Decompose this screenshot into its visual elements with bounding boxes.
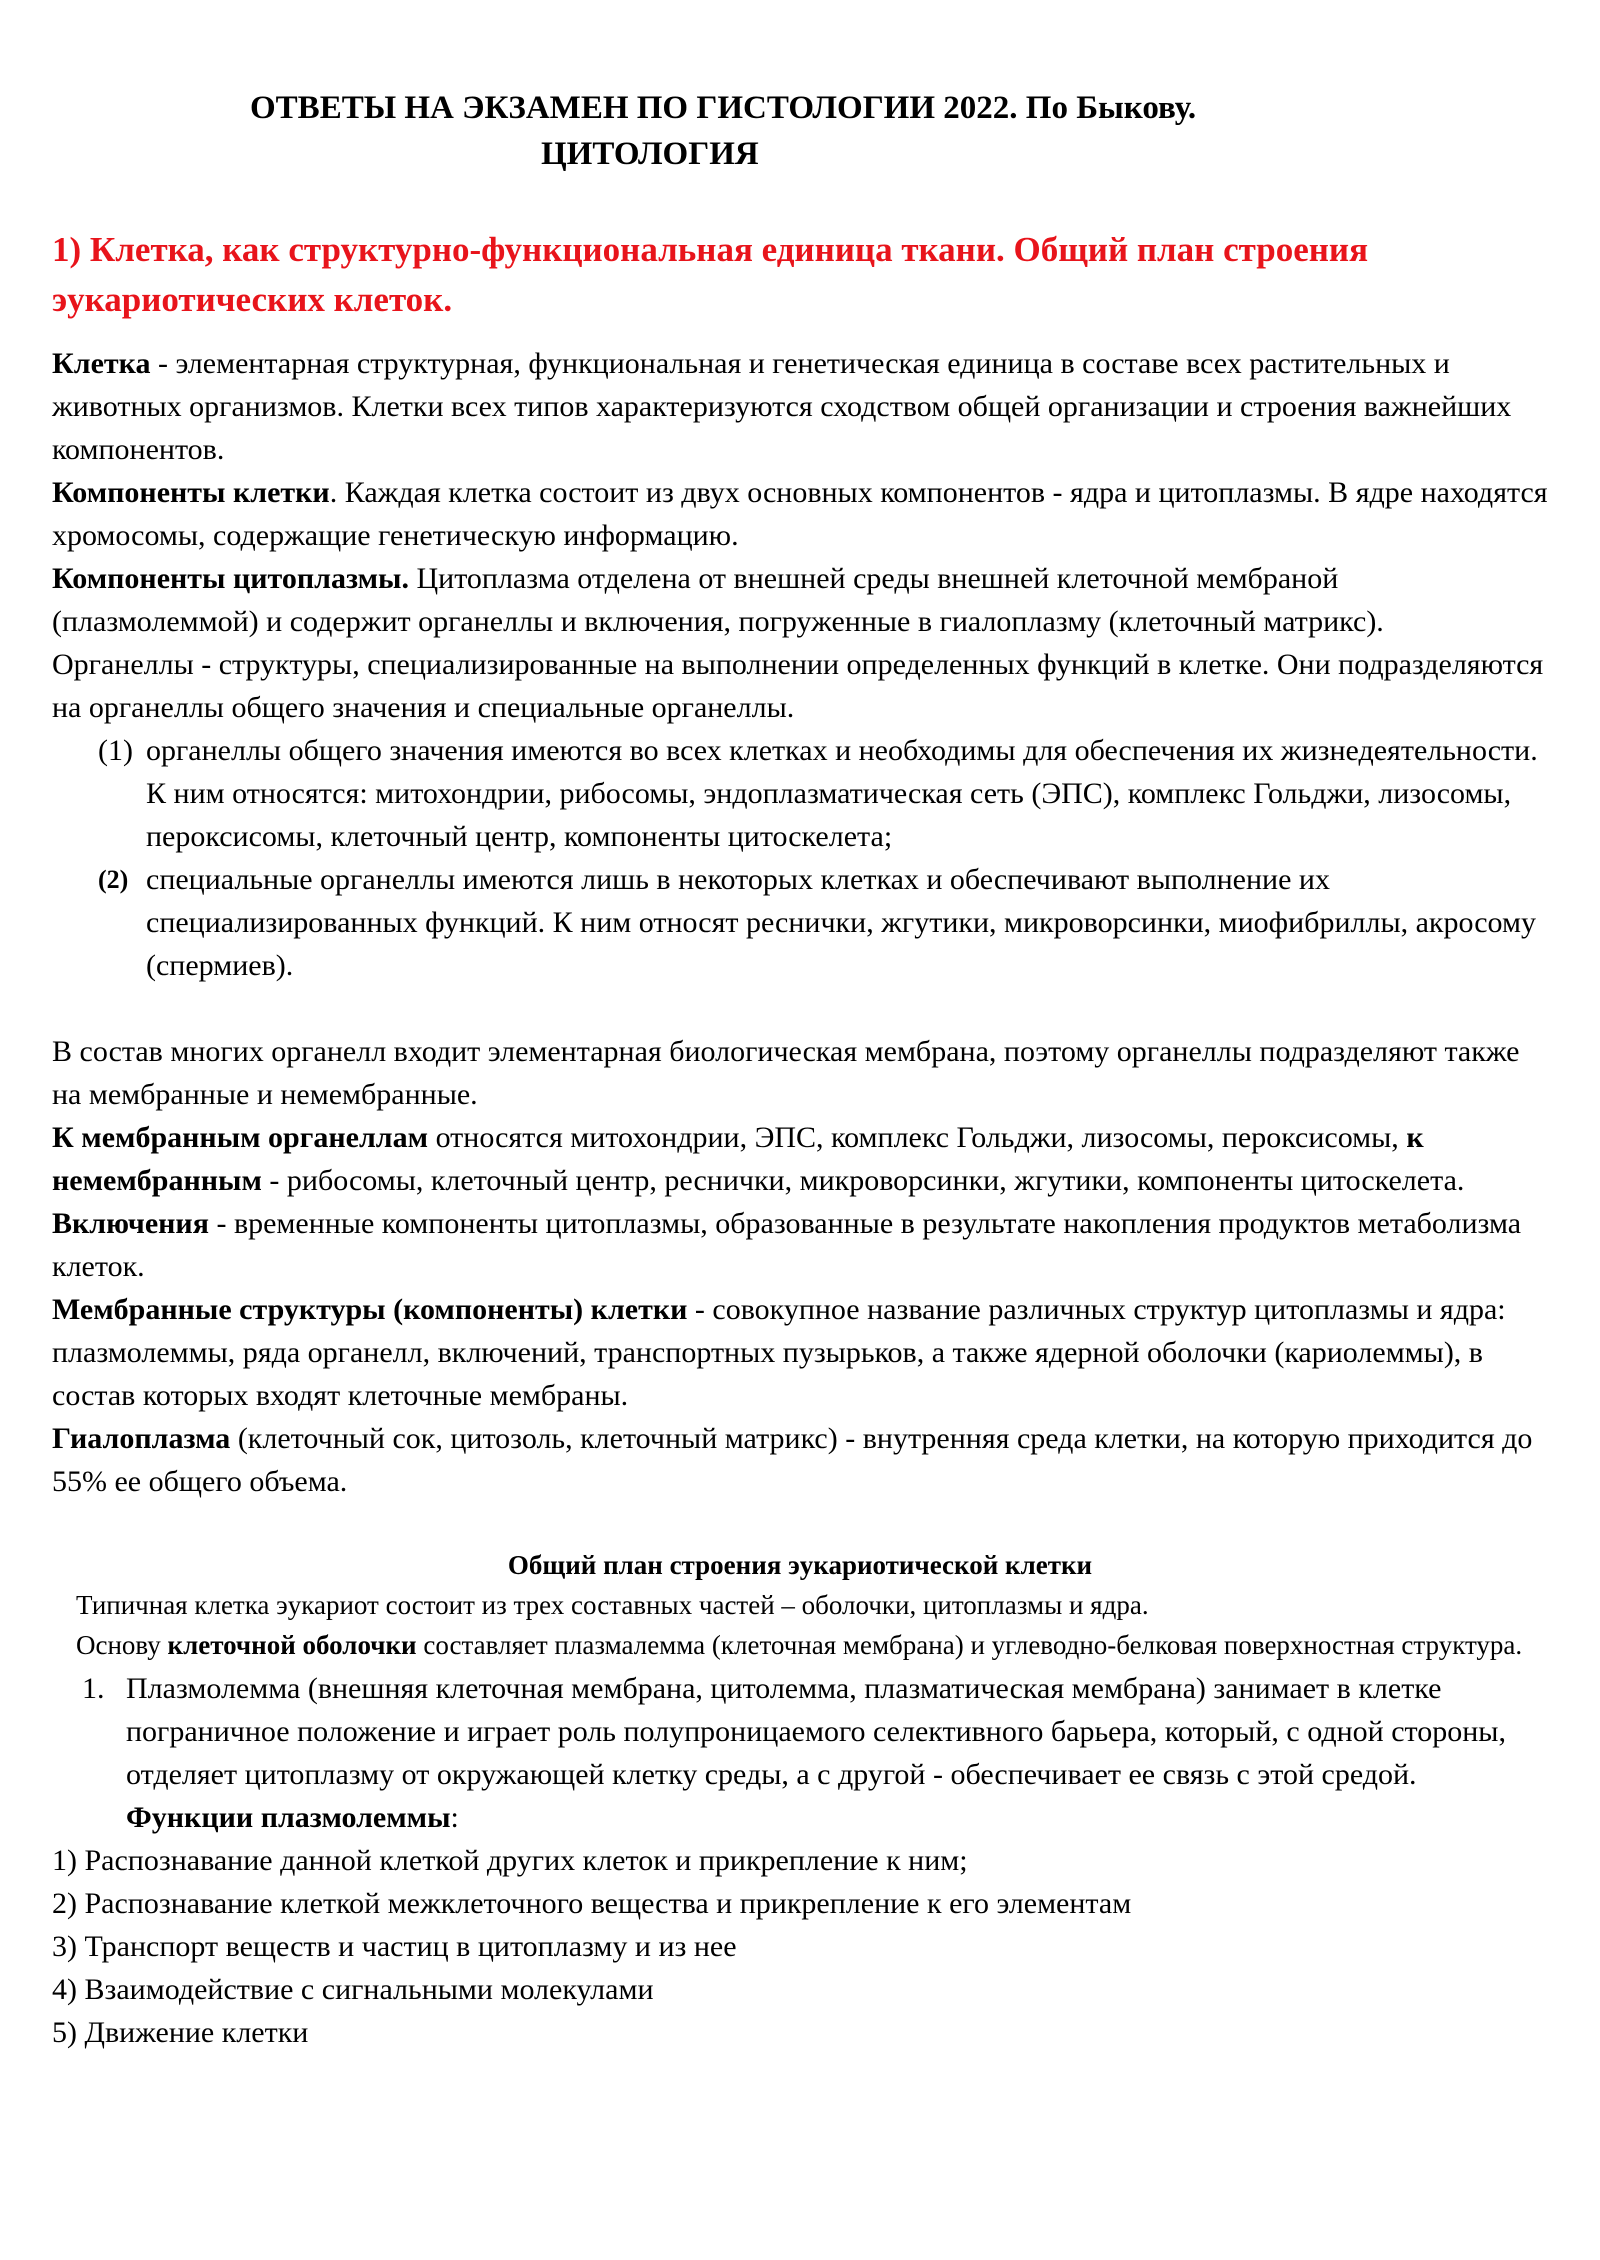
- text: Цитоплазма отделена от внешней среды внешней клеточной мембраной (плазмолеммой) и содержит органеллы и включения, погруженные в гиалоплазму (клеточный матрикс).: [52, 562, 1384, 638]
- term: к немембранным: [52, 1121, 1424, 1197]
- text: относятся митохондрии, ЭПС, комплекс Гольджи, лизосомы, пероксисомы,: [428, 1121, 1407, 1154]
- term: Компоненты цитоплазмы.: [52, 562, 409, 595]
- subsection-heading: Общий план строения эукариотической клетки: [507, 1550, 1093, 1580]
- term: Функции плазмолеммы: [126, 1801, 451, 1834]
- list-number: 1.: [82, 1672, 105, 1705]
- paragraph-inclusions: [52, 1202, 1548, 1288]
- term: клеточной оболочки: [167, 1630, 417, 1660]
- list-number: (1): [98, 734, 133, 767]
- paragraph-cell-components: [52, 471, 1548, 557]
- colon: :: [450, 1801, 459, 1834]
- organelle-types-list: [52, 729, 1548, 987]
- term: Включения: [52, 1207, 209, 1240]
- text: Основу: [76, 1630, 168, 1660]
- text: . Каждая клетка состоит из двух основных компонентов - ядра и цитоплазмы. В ядре находятся хромосомы, содержащие генетическую информацию.: [52, 476, 1548, 552]
- list-text: органеллы общего значения имеются во всех клетках и необходимы для обеспечения их жизнедеятельности. К ним относятся: митохондрии, рибосомы, эндоплазматическая сеть (ЭПС), комплекс Гольджи, лизосомы, пероксисомы, клеточный центр, компоненты цитоскелета;: [146, 734, 1538, 853]
- text: - совокупное название различных структур цитоплазмы и ядра: плазмолеммы, ряда органелл, включений, транспортных пузырьков, а также ядерной оболочки (кариолеммы), в состав которых входят клеточные мембраны.: [52, 1293, 1506, 1412]
- numbered-item-plasmolemma: [52, 1667, 1548, 1796]
- list-text: специальные органеллы имеются лишь в некоторых клетках и обеспечивают выполнение их специализированных функций. К ним относят реснички, жгутики, микроворсинки, миофибриллы, акросому (спермиев).: [146, 863, 1536, 982]
- paragraph-organelles: Органеллы - структуры, специализированные на выполнении определенных функций в клетке. Они подразделяются на органеллы общего значения и специальные органеллы.: [52, 648, 1544, 724]
- function-item: 1) Распознавание данной клеткой других клеток и прикрепление к ним;: [52, 1844, 968, 1877]
- paragraph-cell-definition: [52, 342, 1548, 471]
- text: составляет плазмалемма (клеточная мембрана) и углеводно-белковая поверхностная структура.: [416, 1630, 1523, 1660]
- paragraph-cell-envelope: [52, 1625, 1548, 1665]
- function-item: 2) Распознавание клеткой межклеточного вещества и прикрепление к его элементам: [52, 1887, 1132, 1920]
- document-title: ОТВЕТЫ НА ЭКЗАМЕН ПО ГИСТОЛОГИИ 2022. По Быкову.: [250, 90, 1197, 126]
- text: - элементарная структурная, функциональная и генетическая единица в составе всех растительных и животных организмов. Клетки всех типов характеризуются сходством общей организации и строения важнейших компонентов.: [52, 347, 1512, 466]
- spacer: [52, 987, 1548, 1030]
- function-item: 5) Движение клетки: [52, 2016, 309, 2049]
- term: Гиалоплазма: [52, 1422, 231, 1455]
- text: - временные компоненты цитоплазмы, образованные в результате накопления продуктов метаболизма клеток.: [52, 1207, 1522, 1283]
- paragraph-membrane: В состав многих органелл входит элементарная биологическая мембрана, поэтому органеллы подразделяют также на мембранные и немембранные.: [52, 1035, 1520, 1111]
- document-subtitle: ЦИТОЛОГИЯ: [541, 136, 759, 172]
- paragraph-hyaloplasm: [52, 1417, 1548, 1503]
- text: (клеточный сок, цитозоль, клеточный матрикс) - внутренняя среда клетки, на которую приходится до 55% ее общего объема.: [52, 1422, 1533, 1498]
- paragraph-membrane-structures: [52, 1288, 1548, 1417]
- paragraph-eukaryote-parts: Типичная клетка эукариот состоит из трех составных частей – оболочки, цитоплазмы и ядра.: [76, 1590, 1149, 1620]
- list-item: [52, 858, 1548, 987]
- term: Клетка: [52, 347, 151, 380]
- term: К мембранным органеллам: [52, 1121, 429, 1154]
- list-text: Плазмолемма (внешняя клеточная мембрана, цитолемма, плазматическая мембрана) занимает в клетке пограничное положение и играет роль полупроницаемого селективного барьера, который, с одной стороны, отделяет цитоплазму от окружающей клетку среды, а с другой - обеспечивает ее связь с этой средой.: [126, 1672, 1506, 1791]
- text: - рибосомы, клеточный центр, реснички, микроворсинки, жгутики, компоненты цитоскелета.: [261, 1164, 1465, 1197]
- section-heading: 1) Клетка, как структурно-функциональная единица ткани. Общий план строения эукариотических клеток.: [52, 230, 1369, 319]
- term: Компоненты клетки: [52, 476, 330, 509]
- functions-list: [52, 1839, 1548, 2054]
- term: Мембранные структуры (компоненты) клетки: [52, 1293, 688, 1326]
- function-item: 4) Взаимодействие с сигнальными молекулами: [52, 1973, 654, 2006]
- list-number: (2): [98, 865, 129, 894]
- paragraph-cytoplasm-components: [52, 557, 1548, 643]
- functions-heading: [52, 1796, 1548, 1839]
- list-item: [52, 729, 1548, 858]
- paragraph-membrane-organelles: [52, 1116, 1548, 1202]
- function-item: 3) Транспорт веществ и частиц в цитоплазму и из нее: [52, 1930, 737, 1963]
